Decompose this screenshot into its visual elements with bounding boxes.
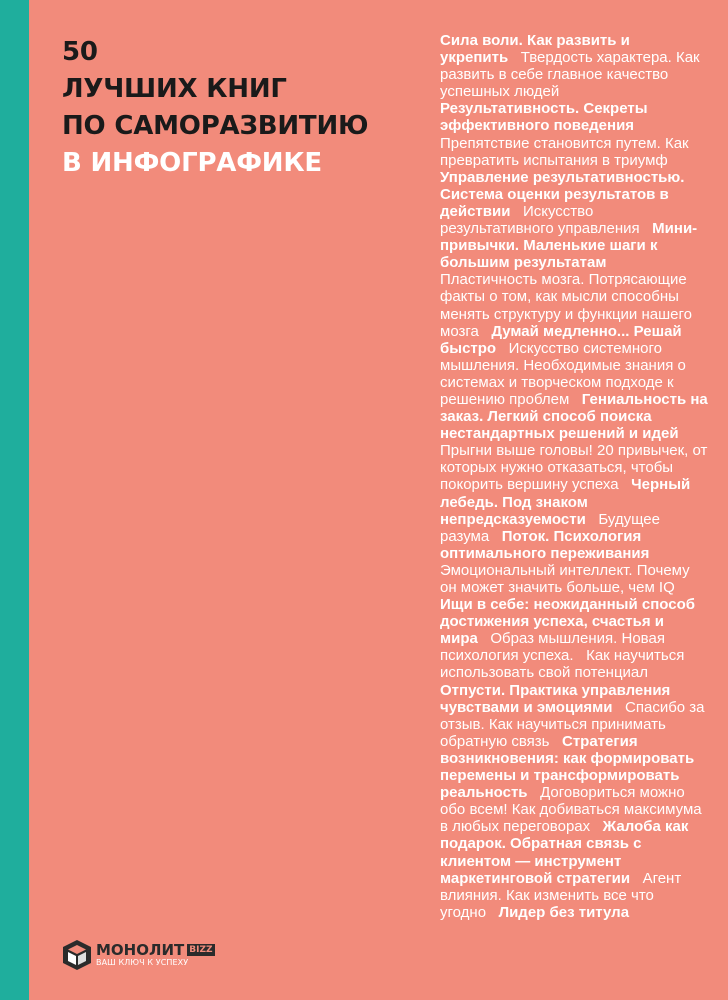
book-title: Прыгни выше головы! 20 привычек, от которых нужно отказаться, чтобы покорить вершину успеха (440, 442, 708, 494)
book-title: Стратегия возникновения: как формировать перемены и трансформировать реальность (440, 732, 695, 802)
book-title: Спасибо за отзыв. Как научиться принимать обратную связь (440, 698, 705, 750)
book-title: Отпусти. Практика управления чувствами и эмоциями (440, 681, 671, 716)
book-title: Поток. Психология оптимального переживания (440, 527, 650, 562)
monolith-cube-icon (62, 939, 92, 971)
logo-tagline: ВАШ КЛЮЧ К УСПЕХУ (96, 958, 189, 967)
logo-name: МОНОЛИТ (96, 941, 185, 959)
cover-title (62, 34, 368, 182)
book-title: Эмоциональный интеллект. Почему он может значить больше, чем IQ (440, 561, 690, 596)
book-title: Препятствие становится путем. Как превратить испытания в триумф (440, 134, 689, 169)
book-title: Как научиться использовать свой потенциал (440, 647, 685, 682)
book-title: Образ мышления. Новая психология успеха. (440, 630, 665, 665)
title-line-infographics: В ИНФОГРАФИКЕ (62, 148, 322, 178)
book-title: Ищи в себе: неожиданный способ достижения успеха, счастья и мира (440, 596, 696, 648)
book-title: Результативность. Секреты эффективного поведения (440, 100, 648, 135)
book-title: Твердость характера. Как развить в себе главное качество успешных людей (440, 49, 700, 101)
book-title: Договориться можно обо всем! Как добиваться максимума в любых переговорах (440, 784, 702, 836)
logo-badge: BIZZ (189, 945, 213, 955)
book-title: Будущее разума (440, 510, 660, 545)
book-title: Думай медленно... Решай быстро (440, 322, 682, 357)
book-title: Жалоба как подарок. Обратная связь с клиентом — инструмент маркетинговой стратегии (440, 818, 689, 887)
book-title: Искусство системного мышления. Необходимые знания о системах и творческом подходе к решению проблем (440, 339, 686, 408)
book-title: Пластичность мозга. Потрясающие факты о том, как мысли способны менять структуру и функции нашего мозга (440, 271, 692, 340)
spine-stripe (0, 0, 29, 1000)
book-list (440, 32, 710, 921)
book-title: Лидер без титула (498, 903, 630, 921)
book-title: Управление результативностью. Система оценки результатов в действии (440, 168, 685, 220)
title-line-number: 50 (62, 37, 98, 67)
title-line-self-development: ПО САМОРАЗВИТИЮ (62, 111, 369, 141)
book-title: Искусство результативного управления (440, 202, 640, 238)
book-title: Гениальность на заказ. Легкий способ поиска нестандартных решений и идей (440, 390, 708, 443)
publisher-logo (62, 939, 215, 971)
book-title: Мини-привычки. Маленькие шаги к большим результатам (440, 220, 698, 272)
book-title: Сила воли. Как развить и укрепить (440, 32, 630, 67)
title-line-best-books: ЛУЧШИХ КНИГ (62, 74, 287, 104)
book-title: Агент влияния. Как изменить все что угодно (440, 869, 682, 921)
book-title: Черный лебедь. Под знаком непредсказуемости (440, 476, 691, 528)
